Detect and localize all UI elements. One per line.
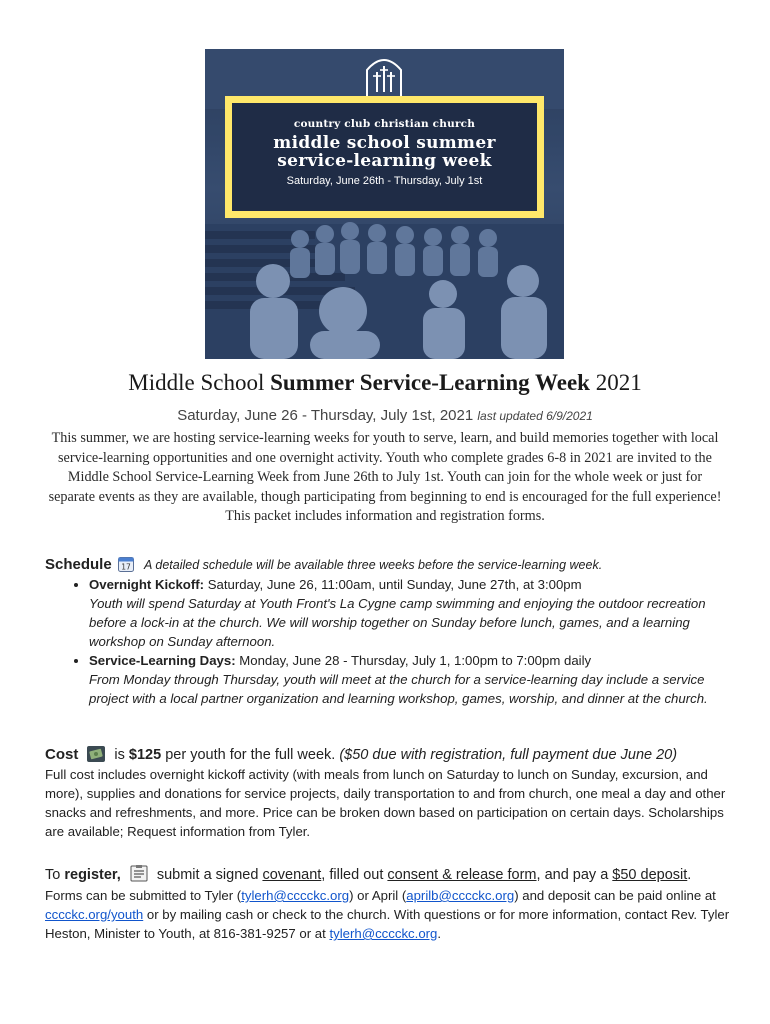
- schedule-list: [45, 575, 730, 708]
- hero-banner: [225, 96, 544, 218]
- schedule-item-detail: From Monday through Thursday, youth will meet at the church for a service-learning day include a service project with a local partner organization and learning workshop, games, worship, and dinner at the church.: [89, 672, 708, 706]
- money-icon: [87, 746, 105, 762]
- subtitle-dates: Saturday, June 26 - Thursday, July 1st, 2021: [177, 407, 474, 424]
- hero-dates: Saturday, June 26th - Thursday, July 1st: [286, 175, 483, 187]
- cost-body: Full cost includes overnight kickoff activity (with meals from lunch on Saturday to lunch on Sunday, excursion, and more), supplies and donations for service projects, daily transportation to and from church, one meal a day and other snacks and refreshments, and more. Price can be broken down based on participation on certain days. Scholarships are available; Request information from Tyler.: [45, 767, 726, 839]
- calendar-icon: [118, 556, 134, 572]
- schedule-heading-row: [45, 555, 730, 575]
- register-text-4: or by mailing cash or check to the church. With questions or for more information, contact Rev. Tyler Heston, Minister to Youth, at 816-381-9257 or at: [45, 907, 730, 941]
- schedule-item-text: Monday, June 28 - Thursday, July 1, 1:00pm to 7:00pm daily: [239, 653, 592, 668]
- register-to: To: [45, 867, 61, 883]
- intro-paragraph: This summer, we are hosting service-learning weeks for youth to serve, learn, and build memories together with local service-learning opportunities and one overnight activity. Youth who complete grades 6-8 in 2021 are invited to the Middle School Service-Learning Week from June 26th to July 1st. Youth can join for the whole week or just for separate events as they are available, though participating from beginning to end is encouraged for the full experience! This packet includes information and registration forms.: [48, 430, 722, 524]
- register-pay-text: , and pay a: [536, 867, 609, 883]
- page-title: [0, 370, 770, 396]
- register-filled-text: , filled out: [321, 867, 384, 883]
- schedule-note: A detailed schedule will be available three weeks before the service-learning week.: [144, 558, 603, 572]
- register-text-2: ) or April (: [349, 888, 407, 903]
- register-heading: register,: [64, 867, 121, 883]
- register-body: [45, 886, 730, 943]
- consent-form-link[interactable]: consent & release form: [387, 867, 537, 883]
- cost-section: [45, 745, 730, 841]
- hero-title-line2: service-learning week: [277, 151, 492, 171]
- title-prefix: Middle School: [128, 370, 265, 395]
- list-item: [89, 651, 730, 708]
- title-year: 2021: [595, 370, 642, 395]
- register-text-1: Forms can be submitted to Tyler (: [45, 888, 242, 903]
- hero-title-line1: middle school summer: [273, 133, 496, 153]
- schedule-item-detail: Youth will spend Saturday at Youth Front's La Cygne camp swimming and enjoying the outdoor recreation before a lock-in at the church. We will worship together on Sunday before lunch, games, and a learning workshop on Sunday afternoon.: [89, 596, 706, 649]
- register-text-3: ) and deposit can be paid online at: [514, 888, 716, 903]
- schedule-heading: Schedule: [45, 556, 112, 573]
- clipboard-icon: [130, 865, 148, 882]
- register-heading-row: [45, 865, 730, 885]
- schedule-item-label: Overnight Kickoff:: [89, 577, 205, 592]
- cost-is: is: [114, 747, 125, 763]
- youth-page-link[interactable]: cccckc.org/youth: [45, 907, 144, 922]
- cost-per: per youth for the full week.: [165, 747, 336, 763]
- page-subtitle: [0, 407, 770, 424]
- church-logo: [363, 52, 405, 98]
- list-item: [89, 575, 730, 651]
- cost-heading: Cost: [45, 746, 79, 763]
- cost-due: ($50 due with registration, full payment due June 20): [339, 747, 678, 763]
- deposit-link[interactable]: $50 deposit: [612, 867, 688, 883]
- register-submit-text: submit a signed: [156, 867, 259, 883]
- hero-image: [205, 49, 564, 359]
- calendar-icon-day: 17: [121, 562, 132, 572]
- email-tyler-link-2[interactable]: tylerh@cccckc.org: [329, 926, 438, 941]
- register-text-5: .: [437, 926, 442, 941]
- cost-amount: $125: [128, 747, 162, 763]
- register-period: .: [687, 867, 692, 883]
- register-section: [45, 865, 730, 943]
- cost-heading-row: [45, 745, 730, 765]
- hero-org: country club christian church: [293, 118, 476, 130]
- title-bold: Summer Service-Learning Week: [270, 370, 590, 395]
- schedule-item-label: Service-Learning Days:: [89, 653, 236, 668]
- covenant-link[interactable]: covenant: [262, 867, 322, 883]
- schedule-item-text: Saturday, June 26, 11:00am, until Sunday, June 27th, at 3:00pm: [207, 577, 582, 592]
- email-april-link[interactable]: aprilb@cccckc.org: [406, 888, 515, 903]
- schedule-section: [45, 555, 730, 708]
- email-tyler-link[interactable]: tylerh@cccckc.org: [241, 888, 350, 903]
- last-updated: last updated 6/9/2021: [477, 409, 593, 423]
